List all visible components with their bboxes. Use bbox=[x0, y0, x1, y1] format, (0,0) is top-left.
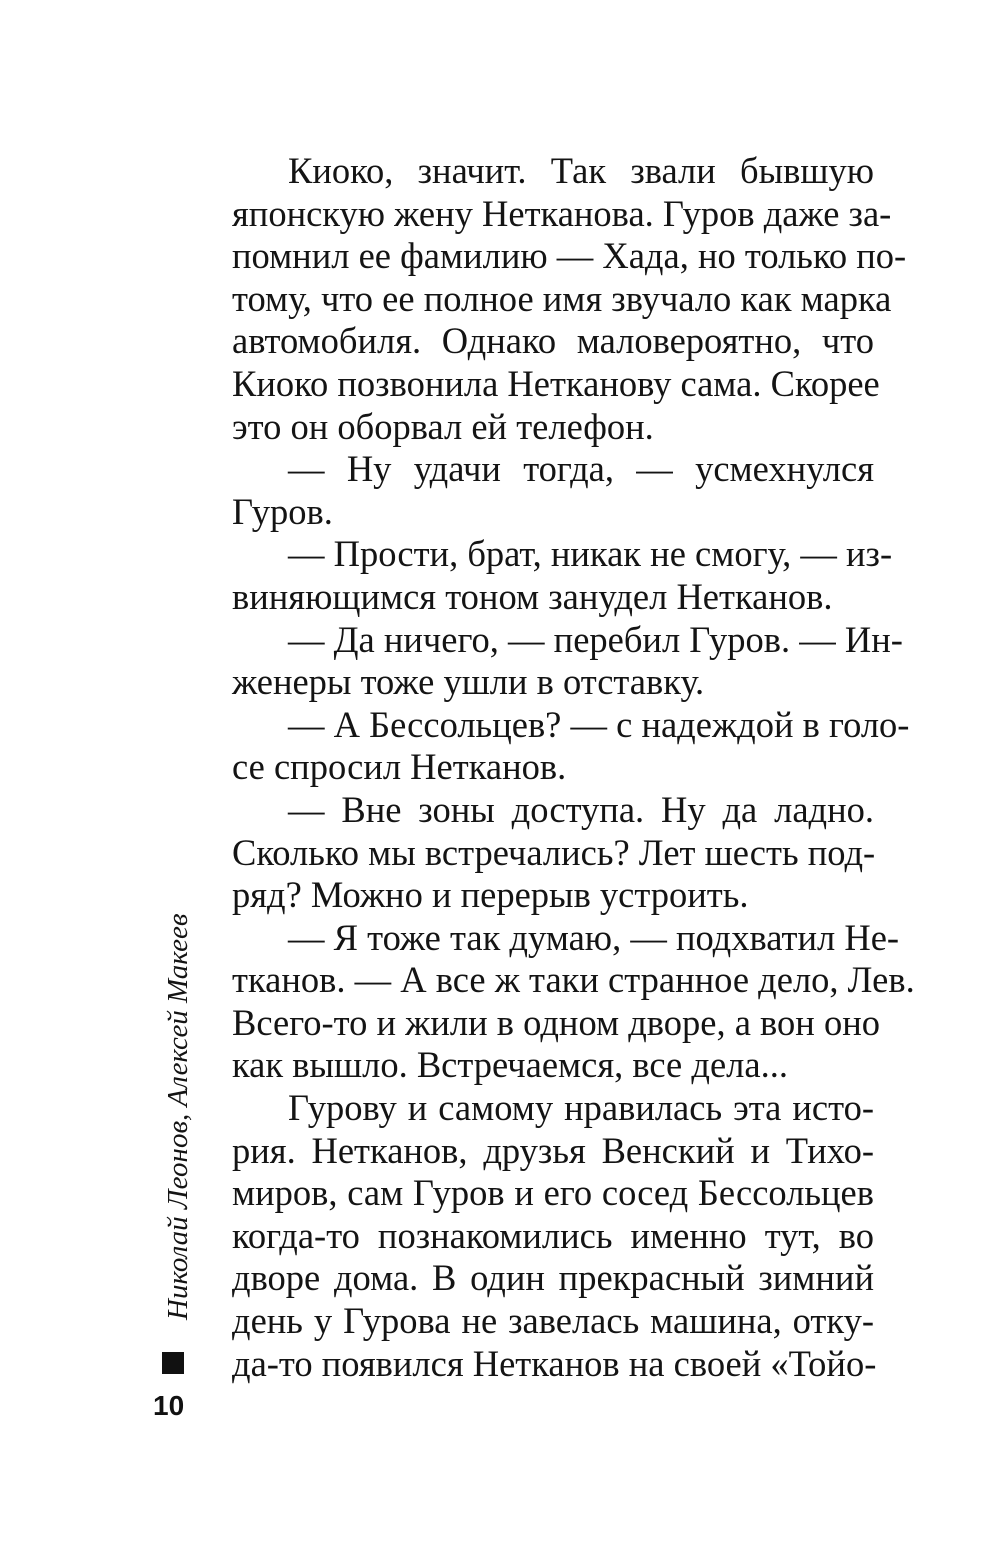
page-number: 10 bbox=[153, 1390, 185, 1421]
square-marker-icon bbox=[162, 1352, 184, 1374]
text-line: тому, что ее полное имя звучало как марка bbox=[232, 277, 892, 319]
text-line: дворе дома. В один прекрасный зимний bbox=[232, 1257, 874, 1299]
text-line: Гурову и самому нравилась эта исто- bbox=[288, 1087, 874, 1129]
text-line: как вышло. Встречаемся, все дела... bbox=[232, 1044, 788, 1086]
text-line: рия. Нетканов, друзья Венский и Тихо- bbox=[232, 1129, 874, 1171]
text-line: виняющимся тоном занудел Нетканов. bbox=[232, 575, 833, 617]
text-line: когда-то познакомились именно тут, во bbox=[232, 1214, 874, 1256]
text-line: это он оборвал ей телефон. bbox=[232, 405, 654, 447]
text-line: да-то появился Нетканов на своей «Тойо- bbox=[232, 1342, 877, 1384]
text-line: — Вне зоны доступа. Ну да ладно. bbox=[288, 788, 874, 830]
text-line: день у Гурова не завелась машина, отку- bbox=[232, 1300, 874, 1342]
text-line: — Да ничего, — перебил Гуров. — Ин- bbox=[288, 618, 903, 660]
text-line: помнил ее фамилию — Хада, но только по- bbox=[232, 235, 907, 277]
text-line: миров, сам Гуров и его сосед Бессольцев bbox=[232, 1172, 874, 1214]
text-line: Киоко позвонила Нетканову сама. Скорее bbox=[232, 362, 880, 404]
running-head: Николай Леонов, Алексей Макеев bbox=[162, 913, 194, 1320]
text-line: тканов. — А все ж таки странное дело, Лев. bbox=[232, 959, 915, 1001]
text-line: автомобиля. Однако маловероятно, что bbox=[232, 320, 874, 362]
text-line: Гуров. bbox=[232, 490, 333, 532]
text-line: — А Бессольцев? — с надеждой в голо- bbox=[288, 703, 910, 745]
text-line: Киоко, значит. Так звали бывшую bbox=[288, 150, 874, 191]
text-line: — Прости, брат, никак не смогу, — из- bbox=[288, 533, 893, 575]
text-line: японскую жену Нетканова. Гуров даже за- bbox=[232, 192, 892, 234]
text-line: Всего-то и жили в одном дворе, а вон оно bbox=[232, 1001, 880, 1043]
text-line: женеры тоже ушли в отставку. bbox=[232, 661, 705, 703]
text-line: ряд? Можно и перерыв устроить. bbox=[232, 874, 749, 916]
text-line: Сколько мы встречались? Лет шесть под- bbox=[232, 831, 876, 873]
text-line: — Я тоже так думаю, — подхватил Не- bbox=[288, 916, 900, 958]
text-line: се спросил Нетканов. bbox=[232, 746, 567, 788]
text-line: — Ну удачи тогда, — усмехнулся bbox=[288, 448, 874, 490]
body-text bbox=[232, 150, 915, 1385]
